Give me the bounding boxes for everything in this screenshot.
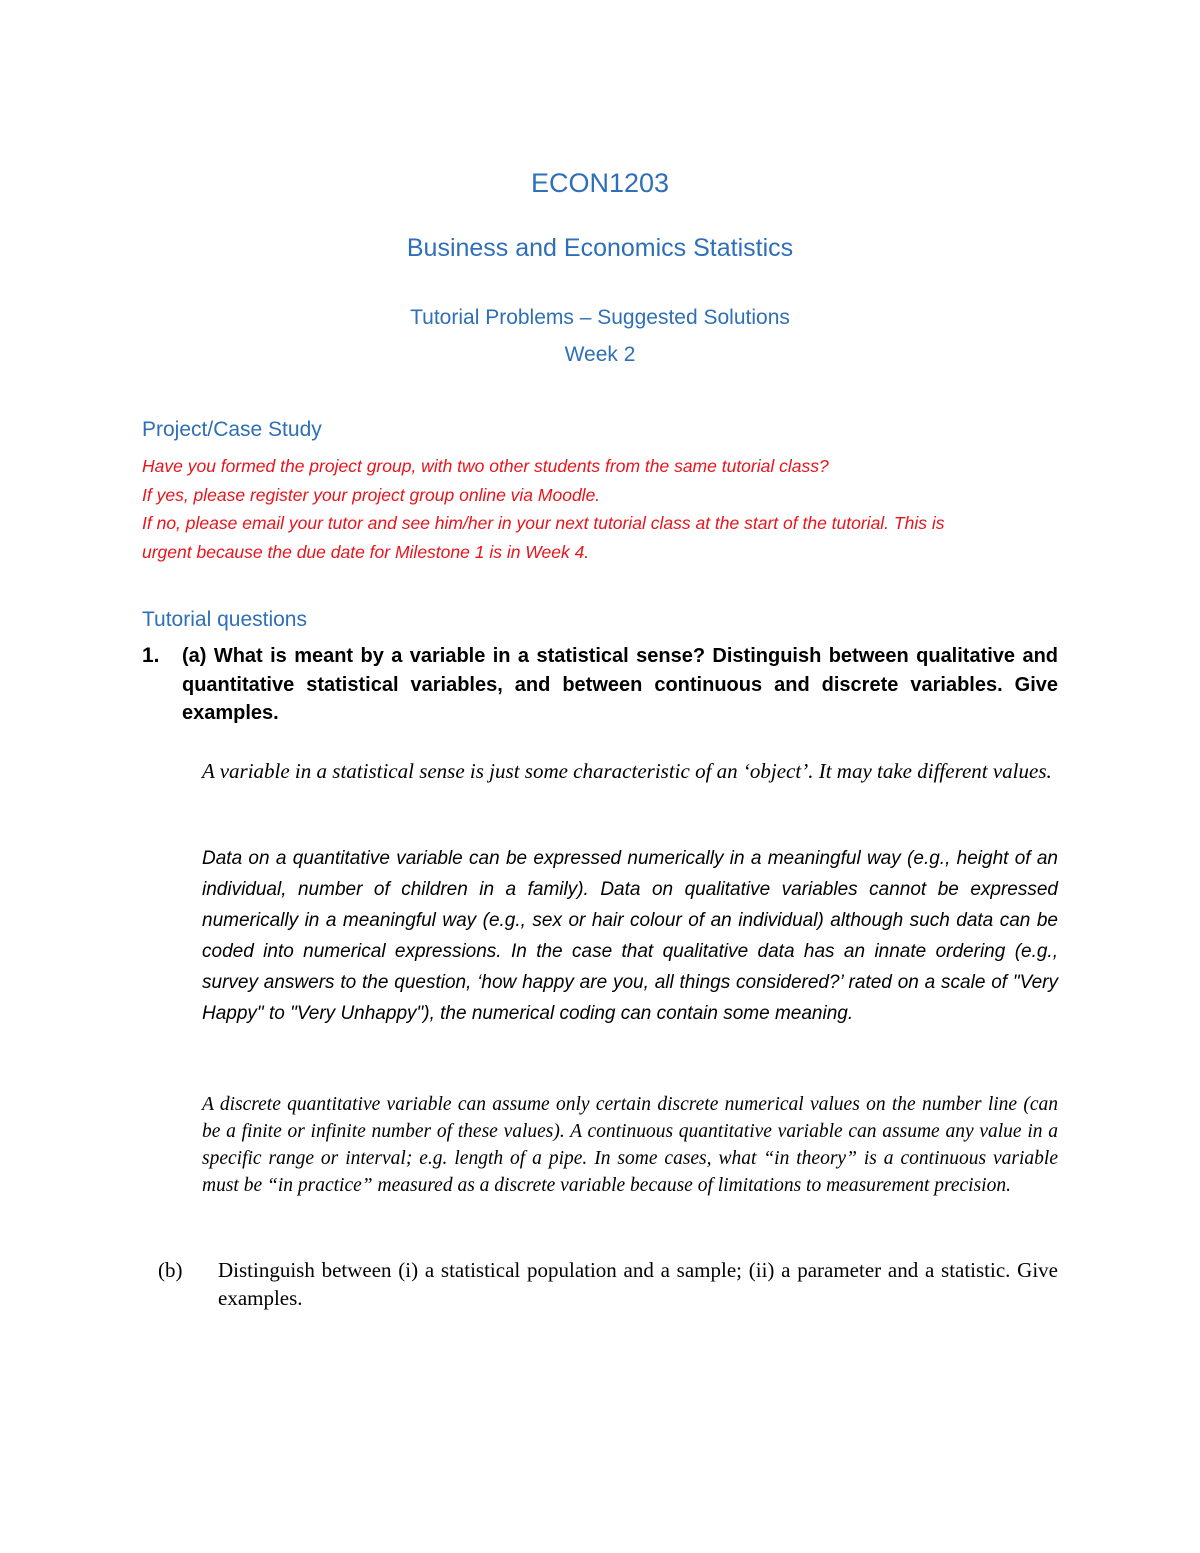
question-1a: (a) What is meant by a variable in a statistical sense? Distinguish between qualitative and quantitative statistical variables, and between continuous and discrete variables. Give examples. xyxy=(182,645,1058,724)
question-1b-text: Distinguish between (i) a statistical population and a sample; (ii) a parameter and a statistic. Give examples. xyxy=(218,1258,1058,1310)
answer-paragraph-2: Data on a quantitative variable can be expressed numerically in a meaningful way (e.g., height of an individual, number of children in a family). Data on qualitative variables cannot be expressed numerically in a meaningful way (e.g., sex or hair colour of an individual) although such data can be coded into numerical expressions. In the case that qualitative data has an innate ordering (e.g., survey answers to the question, ‘how happy are you, all things considered?’ rated on a scale of "Very Happy" to "Very Unhappy"), the numerical coding can contain some meaning. xyxy=(202,848,1058,1024)
project-notice-line: If yes, please register your project group online via Moodle. xyxy=(142,484,601,505)
course-code: ECON1203 xyxy=(530,168,670,198)
answer-paragraph-3: A discrete quantitative variable can assume only certain discrete numerical values on the number line (can be a finite or infinite number of these values). A continuous quantitative variable can assume any value in a specific range or interval; e.g. length of a pipe. In some cases, what “in theory” is a continuous variable must be “in practice” measured as a discrete variable because of limitations to measurement precision. xyxy=(202,1094,1058,1196)
project-notice-line: Have you formed the project group, with two other students from the same tutorial class? xyxy=(142,456,829,476)
question-1b-label: (b) xyxy=(158,1258,183,1282)
project-notice xyxy=(142,452,1072,566)
project-notice-line: urgent because the due date for Milestone 1 is in Week 4. xyxy=(142,541,590,562)
tutorial-heading: Tutorial questions xyxy=(142,608,307,631)
question-1b xyxy=(158,1256,1058,1312)
project-heading: Project/Case Study xyxy=(142,418,322,441)
document-subtitle: Tutorial Problems – Suggested Solutions xyxy=(410,306,790,329)
answer-paragraph-1: A variable in a statistical sense is just some characteristic of an ‘object’. It may take different values. xyxy=(202,759,1052,783)
project-notice-line: If no, please email your tutor and see him/her in your next tutorial class at the start of the tutorial. This is xyxy=(142,513,945,533)
question-number: 1. xyxy=(142,644,160,667)
course-title: Business and Economics Statistics xyxy=(406,234,794,262)
week-label: Week 2 xyxy=(564,343,636,366)
